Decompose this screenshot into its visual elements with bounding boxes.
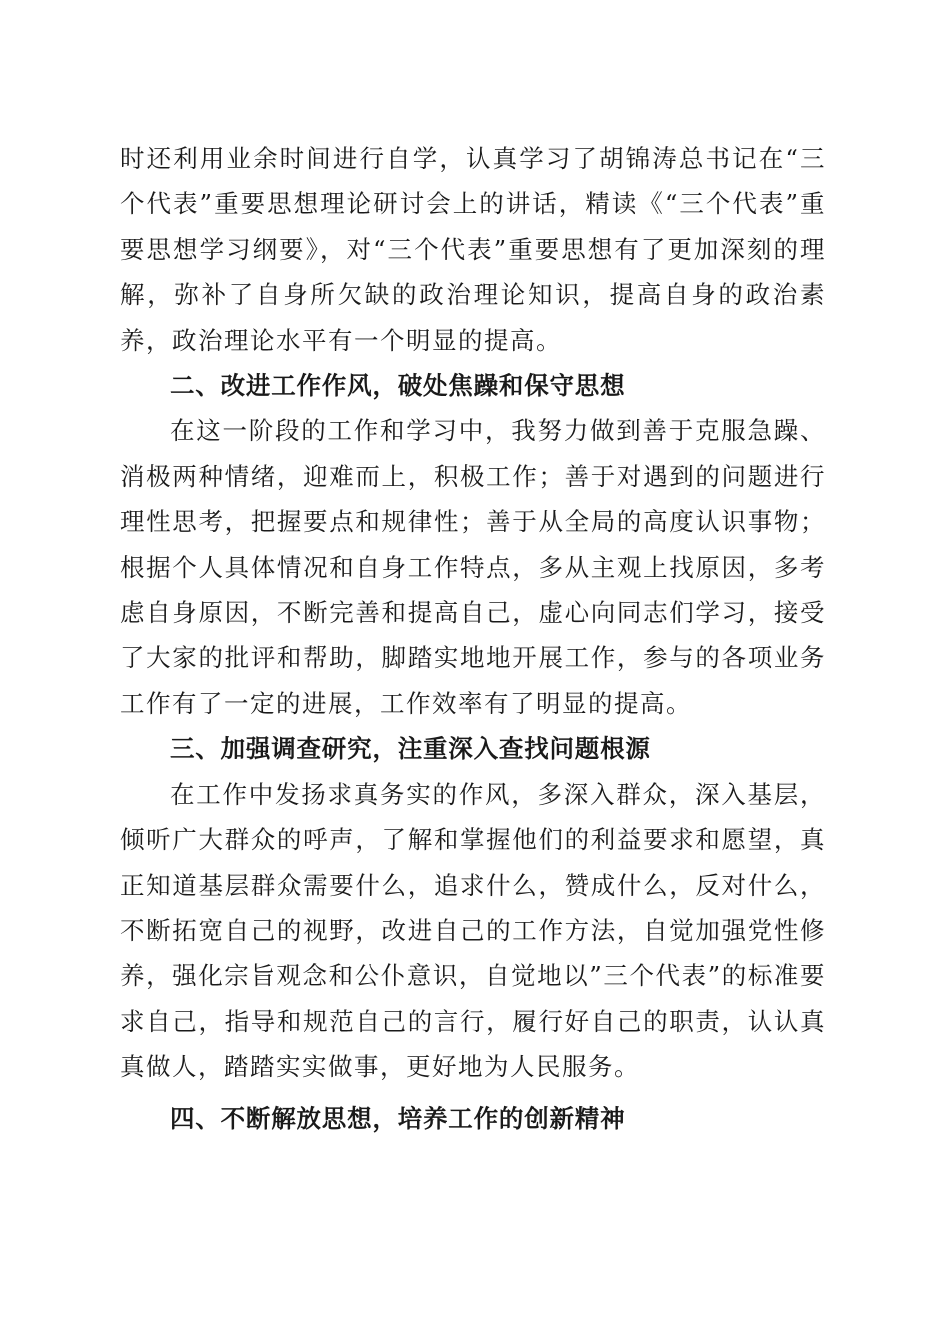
body-paragraph-section-3: 在工作中发扬求真务实的作风，多深入群众，深入基层，倾听广大群众的呼声，了解和掌握他们的利益要求和愿望，真正知道基层群众需要什么，追求什么，赞成什么，反对什么，不断拓宽自己的视野，改进自己的工作方法，自觉加强党性修养，强化宗旨观念和公仆意识，自觉地以”三个代表”的标准要求自己，指导和规范自己的言行，履行好自己的职责，认认真真做人，踏踏实实做事，更好地为人民服务。	[120, 779, 826, 1082]
body-paragraph-continued: 时还利用业余时间进行自学，认真学习了胡锦涛总书记在“三个代表”重要思想理论研讨会上的讲话，精读《“三个代表”重要思想学习纲要》，对“三个代表”重要思想有了更加深刻的理解，弥补了自身所欠缺的政治理论知识，提高自身的政治素养，政治理论水平有一个明显的提高。	[120, 144, 826, 355]
document-page	[120, 136, 826, 1141]
section-heading-2: 二、改进工作作风，破处焦躁和保守思想	[170, 371, 626, 401]
section-heading-3: 三、加强调查研究，注重深入查找问题根源	[170, 734, 651, 764]
section-heading-4: 四、不断解放思想，培养工作的创新精神	[170, 1103, 626, 1133]
body-paragraph-section-2: 在这一阶段的工作和学习中，我努力做到善于克服急躁、消极两种情绪，迎难而上，积极工作；善于对遇到的问题进行理性思考，把握要点和规律性；善于从全局的高度认识事物；根据个人具体情况和自身工作特点，多从主观上找原因，多考虑自身原因，不断完善和提高自己，虚心向同志们学习，接受了大家的批评和帮助，脚踏实地地开展工作，参与的各项业务工作有了一定的进展，工作效率有了明显的提高。	[120, 416, 826, 718]
